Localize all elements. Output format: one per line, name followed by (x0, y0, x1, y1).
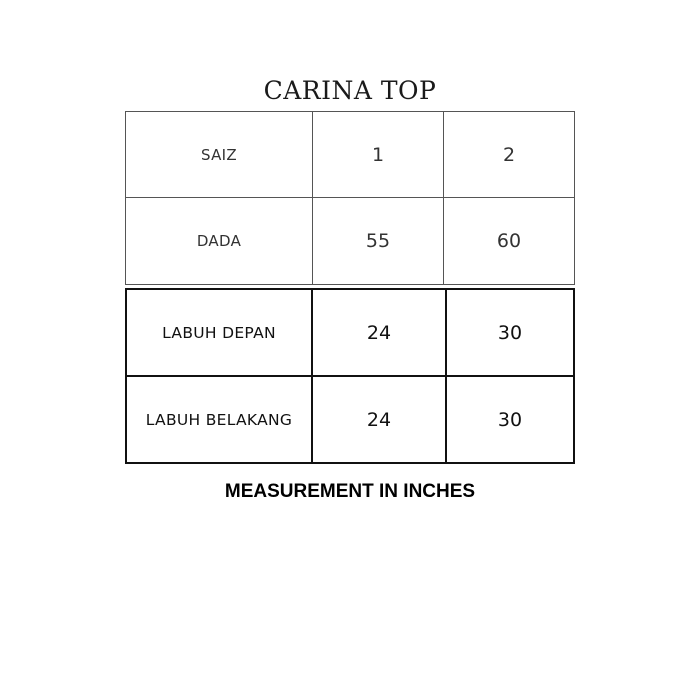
size-2-value: 30 (447, 288, 575, 377)
size-2-value: 2 (444, 111, 575, 198)
table-row-labuh-belakang (125, 377, 575, 464)
size-1-value: 1 (313, 111, 444, 198)
size-2-value: 60 (444, 198, 575, 285)
page-title: CARINA TOP (263, 76, 437, 105)
row-label: LABUH BELAKANG (125, 377, 313, 464)
measurement-note: MEASUREMENT IN INCHES (224, 481, 476, 502)
size-1-value: 24 (313, 288, 447, 377)
table-row-saiz (125, 111, 575, 198)
row-label: SAIZ (125, 111, 313, 198)
table-row-labuh-depan (125, 288, 575, 377)
size-2-value: 30 (447, 377, 575, 464)
row-label: DADA (125, 198, 313, 285)
size-1-value: 55 (313, 198, 444, 285)
size-chart-table (125, 111, 575, 465)
size-1-value: 24 (313, 377, 447, 464)
table-row-dada (125, 198, 575, 285)
row-label: LABUH DEPAN (125, 288, 313, 377)
